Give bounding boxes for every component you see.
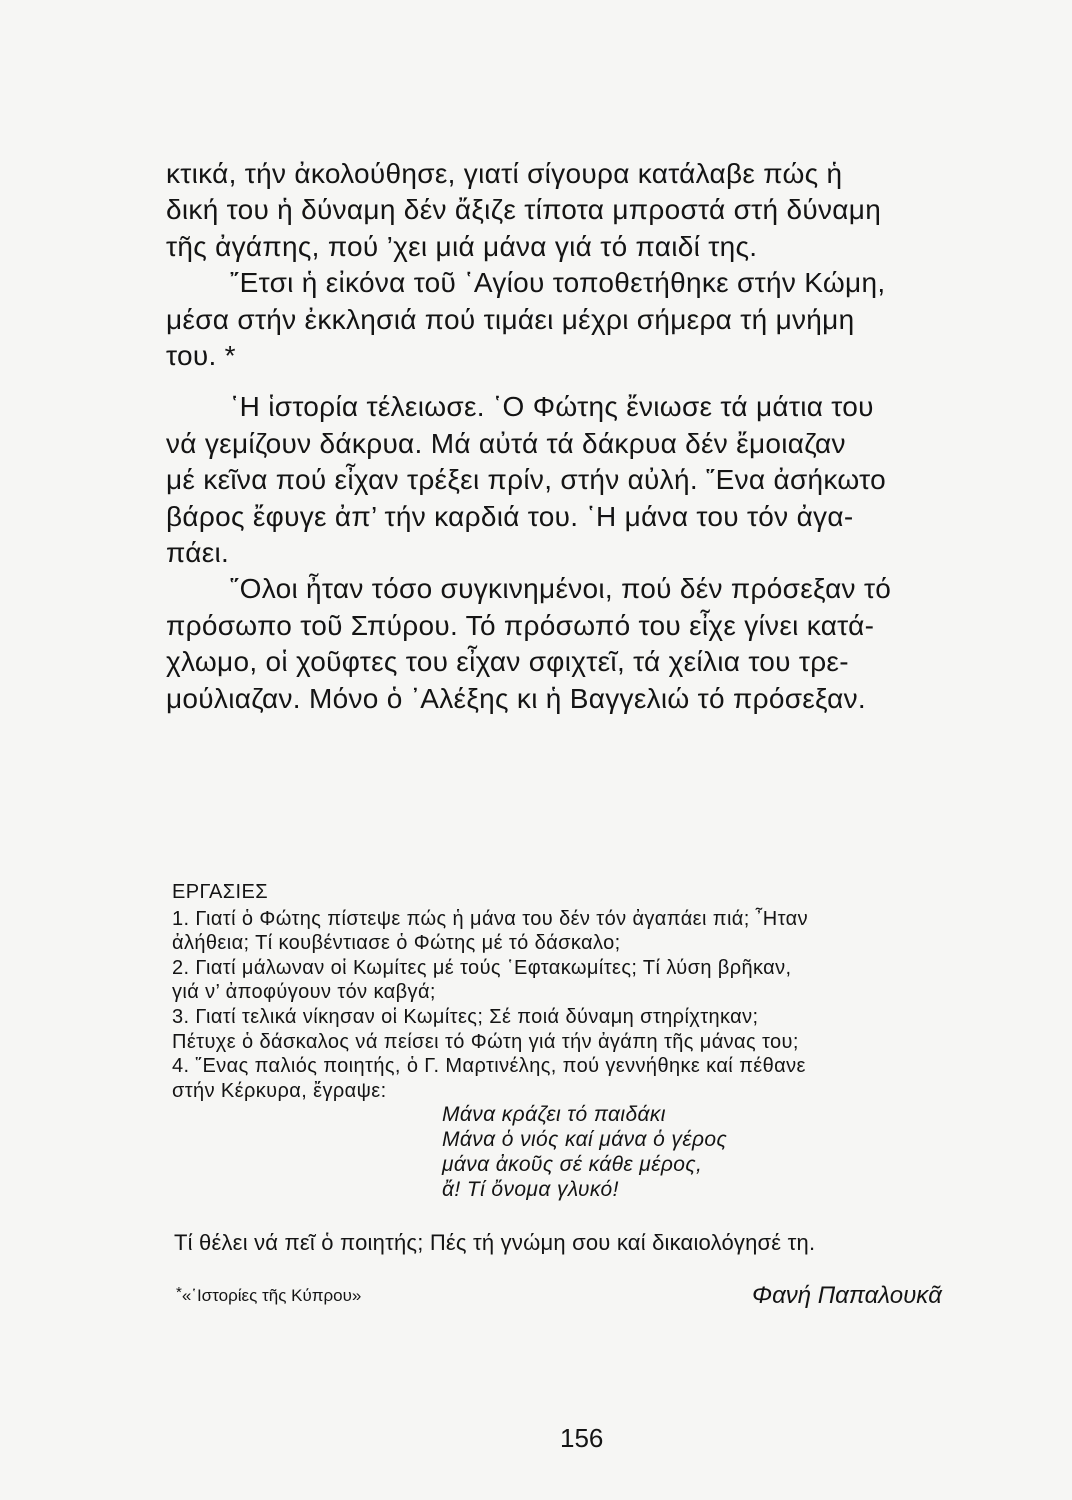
- text-line: μέ κεῖνα πού εἶχαν τρέξει πρίν, στήν αὐλή. ῞Ενα ἀσήκωτο: [166, 464, 886, 496]
- exercise-line: 2. Γιατί μάλωναν οἱ Κωμίτες μέ τούς ῾Εφτακωμίτες; Τί λύση βρῆκαν,: [172, 956, 792, 979]
- text-line: πάει.: [166, 537, 230, 569]
- text-line: κτικά, τήν ἀκολούθησε, γιατί σίγουρα κατάλαβε πώς ἡ: [166, 158, 843, 189]
- text-line: βάρος ἔφυγε ἀπ’ τήν καρδιά του. ῾Η μάνα του τόν ἀγα-: [166, 500, 854, 532]
- footnote-marker: *: [176, 1284, 182, 1301]
- exercise-line: 4. ῞Ενας παλιός ποιητής, ὁ Γ. Μαρτινέλης, πού γεννήθηκε καί πέθανε: [172, 1055, 806, 1078]
- text-line: ῾Η ἱστορία τέλειωσε. ῾Ο Φώτης ἔνιωσε τά μάτια του: [230, 391, 874, 423]
- text-line: δική του ἡ δύναμη δέν ἄξιζε τίποτα μπροστά στή δύναμη: [166, 194, 882, 226]
- footnote: [176, 1284, 361, 1306]
- text-line: τῆς ἀγάπης, πού ’χει μιά μάνα γιά τό παιδί της.: [166, 230, 758, 262]
- exercise-line: ἀλήθεια; Τί κουβέντιασε ὁ Φώτης μέ τό δάσκαλο;: [172, 932, 621, 955]
- poem-line: ἄ! Τί ὄνομα γλυκό!: [442, 1177, 619, 1201]
- page-number: 156: [560, 1423, 604, 1453]
- poem-line: Μάνα κράζει τό παιδάκι: [442, 1103, 666, 1127]
- exercises-heading: ΕΡΓΑΣΙΕΣ: [172, 881, 269, 903]
- text-line: μούλιαζαν. Μόνο ὁ ᾿Αλέξης κι ἡ Βαγγελιώ τό πρόσεξαν.: [166, 682, 867, 714]
- poem-line: Μάνα ὁ νιός καί μάνα ὁ γέρος: [442, 1128, 728, 1152]
- text-line: μέσα στήν ἐκκλησιά πού τιμάει μέχρι σήμερα τή μνήμη: [166, 303, 855, 335]
- exercise-line: γιά ν’ ἀποφύγουν τόν καβγά;: [172, 981, 436, 1004]
- text-line: του. *: [166, 340, 236, 372]
- text-line: ῎Ετσι ἡ εἰκόνα τοῦ ῾Αγίου τοποθετήθηκε στήν Κώμη,: [230, 267, 886, 299]
- text-line: χλωμο, οἱ χοῦφτες του εἶχαν σφιχτεῖ, τά χείλια του τρε-: [166, 646, 849, 678]
- exercises-section: [172, 880, 1002, 1203]
- author-signature: Φανή Παπαλουκᾶ: [752, 1282, 942, 1309]
- text-line: ῞Ολοι ἦταν τόσο συγκινημένοι, πού δέν πρόσεξαν τό: [230, 573, 892, 605]
- story-text: [166, 156, 996, 717]
- exercise-line: στήν Κέρκυρα, ἔγραψε:: [172, 1079, 387, 1102]
- exercise-line: Πέτυχε ὁ δάσκαλος νά πείσει τό Φώτη γιά τήν ἀγάπη τῆς μάνας του;: [172, 1030, 799, 1053]
- text-line: νά γεμίζουν δάκρυα. Μά αὐτά τά δάκρυα δέν ἔμοιαζαν: [166, 427, 846, 459]
- exercise-line: 1. Γιατί ὁ Φώτης πίστεψε πώς ἡ μάνα του δέν τόν ἀγαπάει πιά; ῏Ηταν: [172, 907, 808, 930]
- footnote-text: «῾Ιστορίες τῆς Κύπρου»: [181, 1286, 362, 1305]
- closing-question: Τί θέλει νά πεῖ ὁ ποιητής; Πές τή γνώμη σου καί δικαιολόγησέ τη.: [174, 1230, 816, 1255]
- exercise-line: 3. Γιατί τελικά νίκησαν οἱ Κωμίτες; Σέ ποιά δύναμη στηρίχτηκαν;: [172, 1005, 759, 1028]
- text-line: πρόσωπο τοῦ Σπύρου. Τό πρόσωπό του εἶχε γίνει κατά-: [166, 609, 875, 641]
- poem-line: μάνα ἀκοῦς σέ κάθε μέρος,: [442, 1152, 703, 1176]
